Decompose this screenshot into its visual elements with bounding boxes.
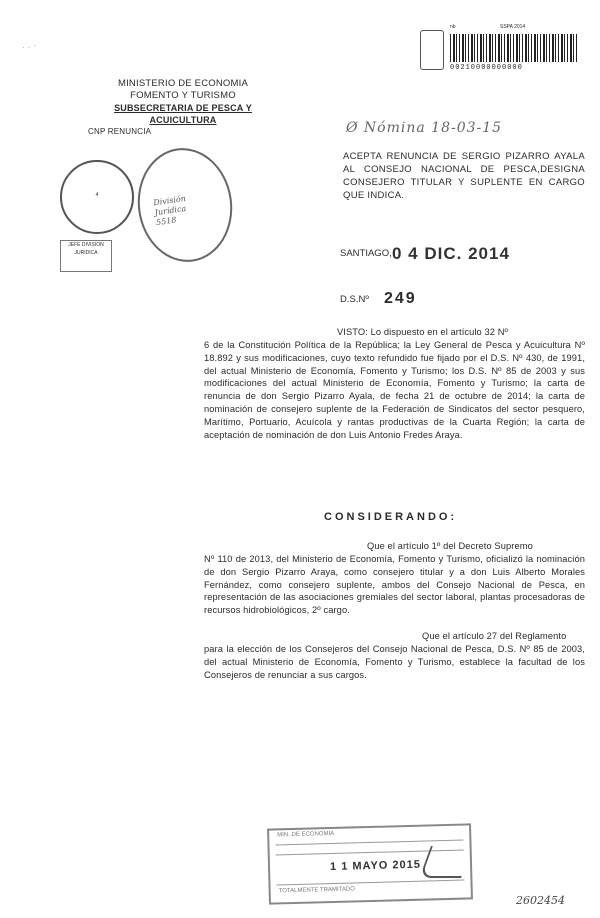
crest-icon <box>420 30 444 70</box>
handwritten-note: Ø Nómina 18-03-15 <box>346 120 503 136</box>
decree-number: 249 <box>384 290 417 307</box>
received-stamp-bottom: TOTALMENTE TRAMITADO <box>278 886 355 895</box>
considerando-p1-first: Que el artículo 1º del Decreto Supremo <box>367 541 533 551</box>
date-label: SANTIAGO, <box>340 248 392 259</box>
received-date: 1 1 MAYO 2015 <box>329 858 422 874</box>
decree-label: D.S.Nº <box>340 294 369 305</box>
visto-paragraph: 6 de la Constitución Política de la República; la Ley General de Pesca y Acuicultura Nº 18.892 y sus modificaciones, cuyo texto refundido fue fijado por el D.S. Nº 430, de 1991, del actual Ministerio de Economía, Fomento y Turismo; los D.S. Nº 85 de 2003 y sus modificaciones del actual Ministerio de Economía, Fomento y Turismo; la carta de renuncia de don Sergio Pizarro Ayala, de fecha 21 de octubre de 2014; la carta de nominación de consejero suplente de la Federación de Sindicatos del sector pesquero, Marítimo, Portuario, Acuícola y rantas productivas de la Cuarta Región; la carta de aceptación de nominación de don Luis Antonio Fredes Araya. <box>204 340 585 440</box>
stamp-divider <box>275 840 463 846</box>
barcode-tag: nb <box>450 24 456 30</box>
folio-number: 2602454 <box>516 894 565 907</box>
received-stamp-top: MIN. DE ECONOMIA <box>277 830 335 839</box>
considerando-p1: Nº 110 de 2013, del Ministerio de Economía, Fomento y Turismo, oficializó la nominación de don Sergio Pizarro Araya, como consejero titular y a don Luis Alberto Morales Fernández, como consejero suplente, ambos del Consejo Nacional de Pesca, en representación de las asociaciones gremiales del sector laboral, plantas procesadoras de recursos hidrobiológicos, 2º cargo. <box>204 554 585 616</box>
subsecretaria-line: SUBSECRETARIA DE PESCA Y ACUICULTURA <box>114 103 252 125</box>
round-seal-center: 4 <box>95 192 99 198</box>
barcode-top-text: SSPA 2014 <box>500 24 526 30</box>
date-stamp: 0 4 DIC. 2014 <box>392 244 510 263</box>
considerando-heading: CONSIDERANDO: <box>324 511 458 523</box>
barcode-icon <box>450 34 578 62</box>
ministry-line-1: MINISTERIO DE ECONOMIA <box>117 78 249 89</box>
reference-code: CNP RENUNCIA <box>88 127 152 136</box>
round-seal-stamp <box>60 160 134 234</box>
oval-juridica-stamp <box>131 142 240 268</box>
ministry-header <box>88 78 278 138</box>
decree-subject: ACEPTA RENUNCIA DE SERGIO PIZARRO AYALA AL CONSEJO NACIONAL DE PESCA,DESIGNA CONSEJERO TITULAR Y SUPLENTE EN CARGO QUE INDICA. <box>343 151 585 201</box>
oval-stamp-text: División Jurídica 5518 <box>152 193 187 228</box>
considerando-p2-first: Que el artículo 27 del Reglamento <box>422 631 567 641</box>
stamp-divider <box>277 880 465 886</box>
ministry-line-2: FOMENTO Y TURISMO <box>130 90 236 101</box>
jefe-juridica-stamp: JEFE DIVISION JURIDICA <box>60 240 112 272</box>
barcode-label <box>408 24 580 76</box>
visto-first-line: VISTO: Lo dispuesto en el artículo 32 Nº <box>337 327 509 337</box>
considerando-p2: para la elección de los Consejeros del Consejo Nacional de Pesca, D.S. Nº 85 de 2003, del actual Ministerio de Economía, Fomento y Turismo, establece la facultad de los Consejeros de renunciar a sus cargos. <box>204 644 585 680</box>
margin-marks: . . · <box>22 40 37 51</box>
barcode-number: 00210000000000 <box>450 64 523 72</box>
